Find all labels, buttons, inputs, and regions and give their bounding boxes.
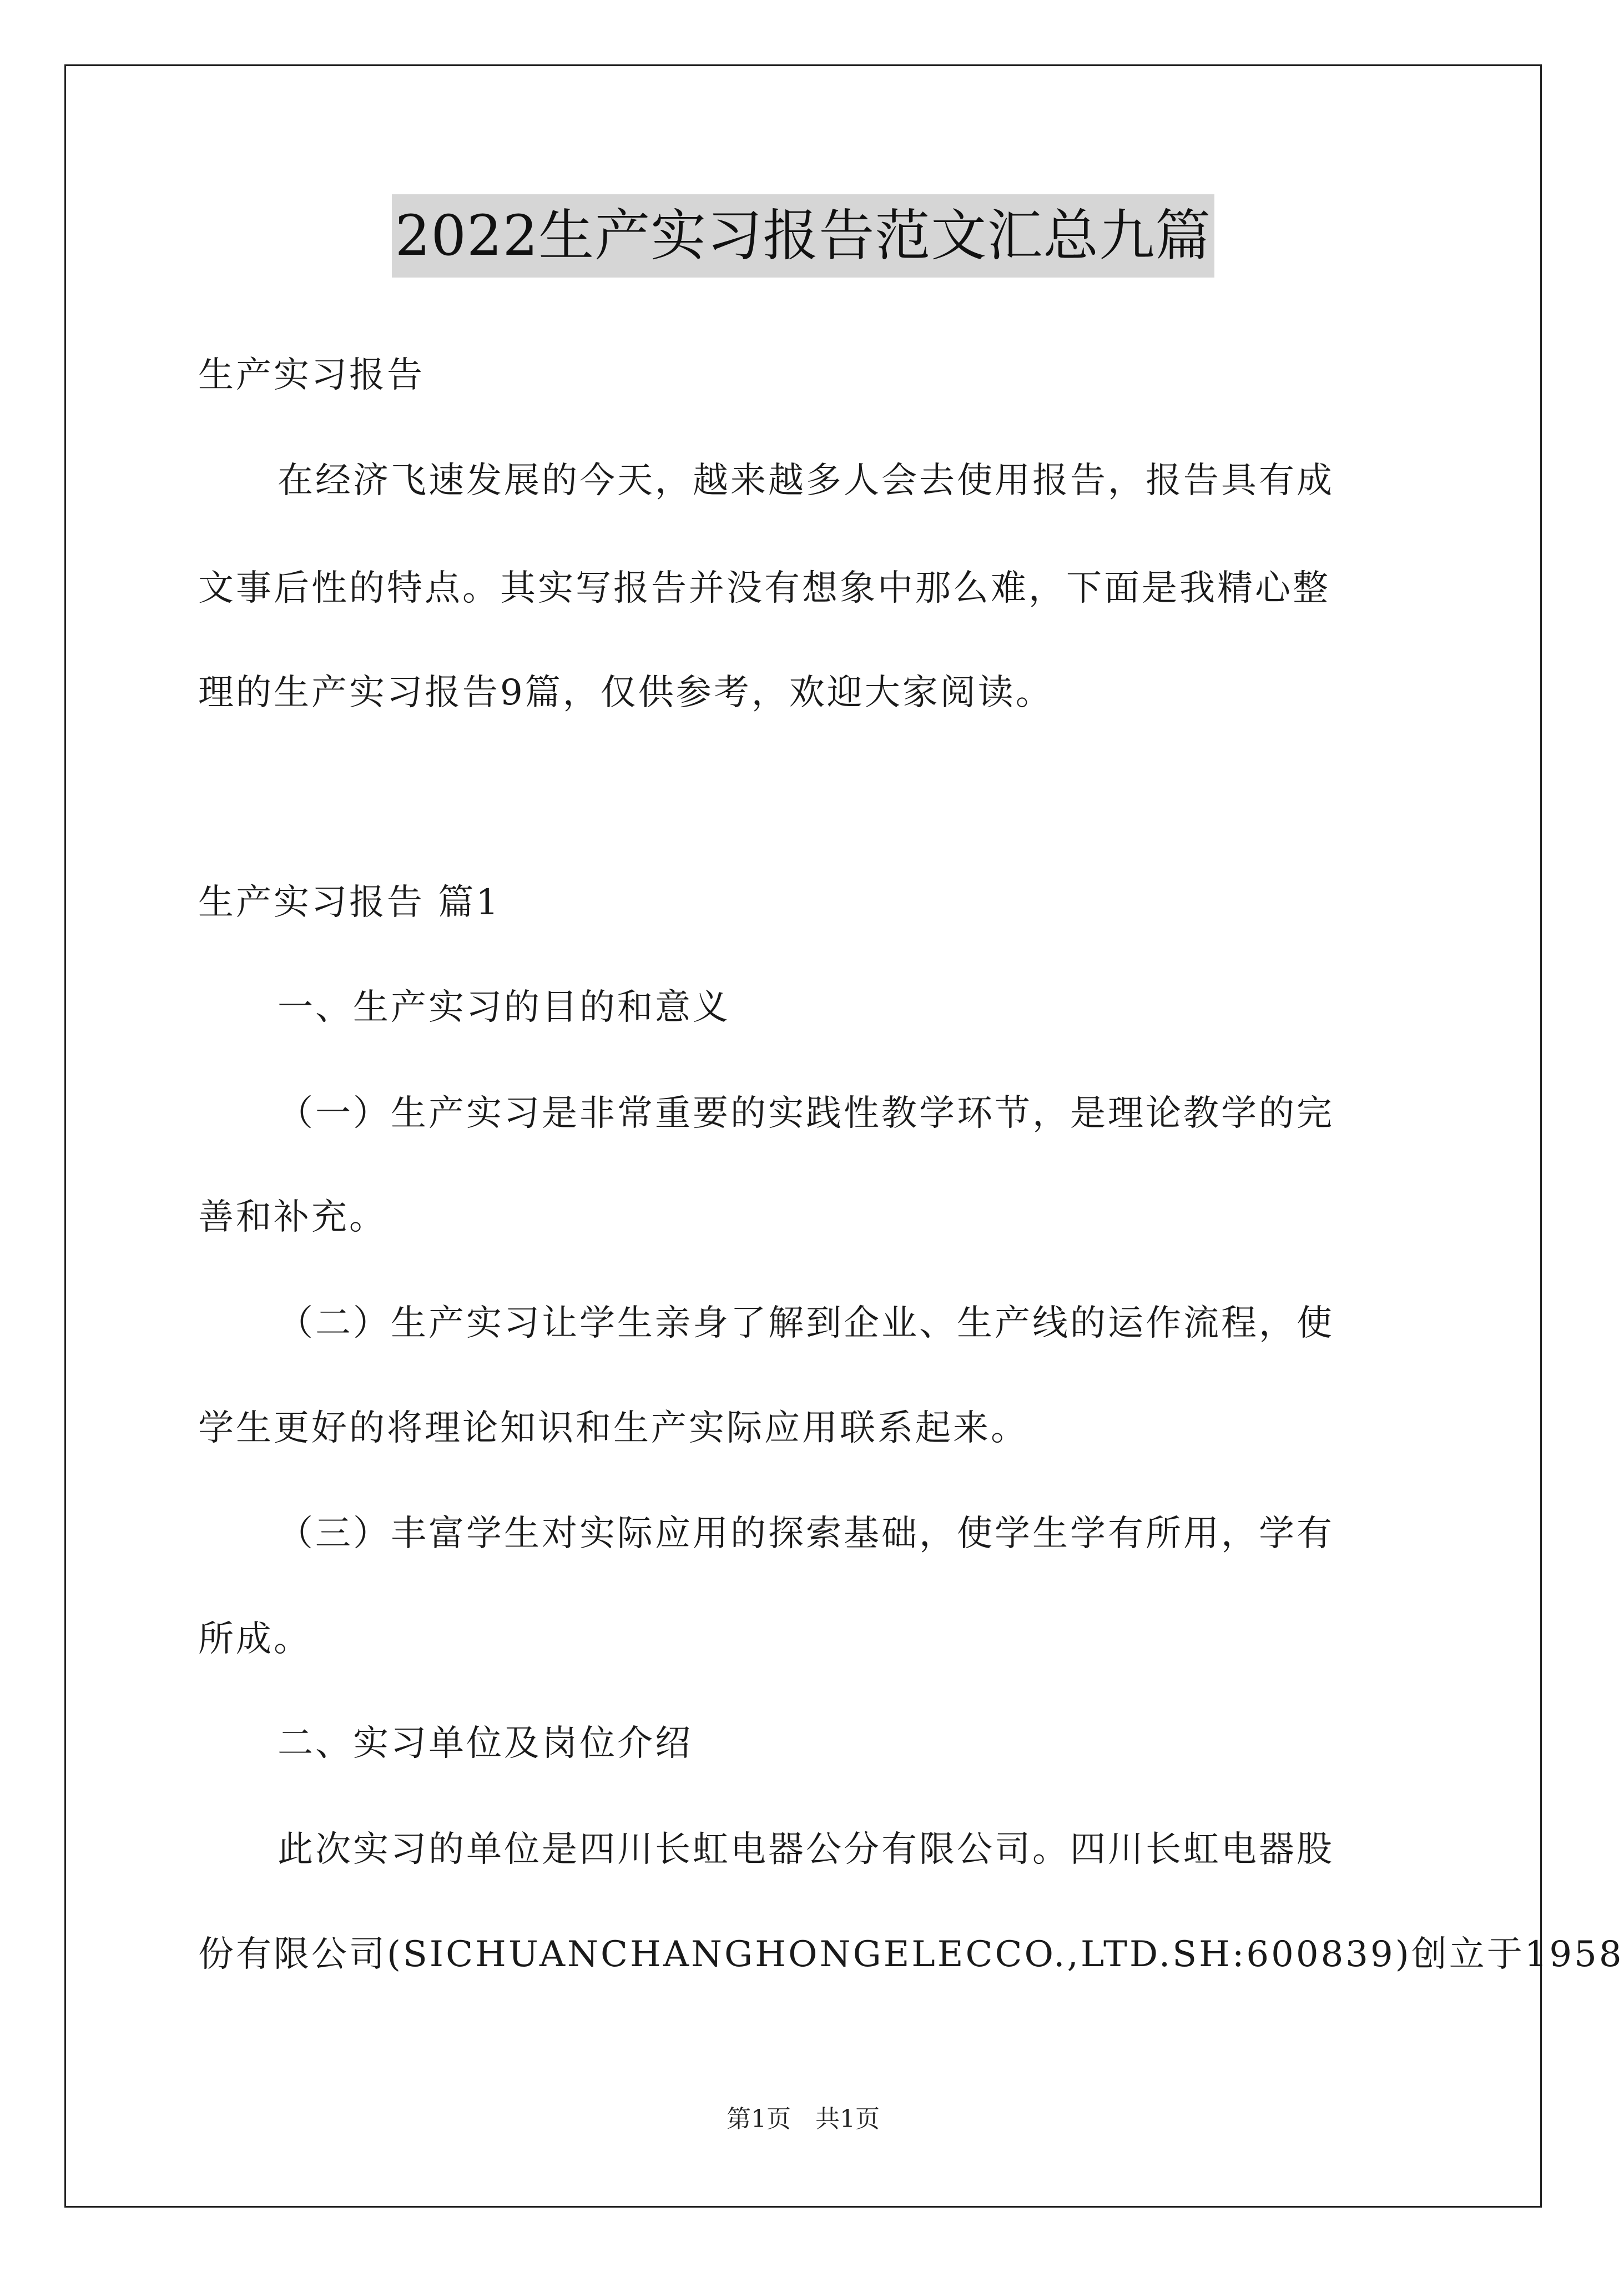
subheading: 二、实习单位及岗位介绍 (278, 1723, 693, 1764)
section-heading: 生产实习报告 (198, 355, 425, 396)
paragraph-line: 理的生产实习报告9篇，仅供参考，欢迎大家阅读。 (198, 672, 1053, 713)
page-footer: 第1页 共1页 (727, 2105, 880, 2133)
paragraph-line: （三）丰富学生对实际应用的探索基础，使学生学有所用，学有 (278, 1513, 1334, 1554)
title-container (0, 194, 1606, 278)
paragraph-line: （一）生产实习是非常重要的实践性教学环节，是理论教学的完 (278, 1093, 1334, 1134)
paragraph-line: （二）生产实习让学生亲身了解到企业、生产线的运作流程，使 (278, 1303, 1334, 1344)
paragraph-line: 所成。 (198, 1619, 311, 1660)
section-heading: 生产实习报告 篇1 (198, 882, 501, 923)
paragraph-line: 份有限公司(SICHUANCHANGHONGELECCO.,LTD.SH:600839)创立于1958 (198, 1934, 1624, 1975)
paragraph-line: 学生更好的将理论知识和生产实际应用联系起来。 (198, 1408, 1028, 1449)
paragraph-line: 此次实习的单位是四川长虹电器公分有限公司。四川长虹电器股 (278, 1829, 1334, 1870)
paragraph-line: 在经济飞速发展的今天，越来越多人会去使用报告，报告具有成 (278, 460, 1334, 501)
paragraph-line: 文事后性的特点。其实写报告并没有想象中那么难，下面是我精心整 (198, 568, 1330, 609)
document-title: 2022生产实习报告范文汇总九篇 (392, 194, 1215, 278)
subheading: 一、生产实习的目的和意义 (278, 987, 730, 1028)
paragraph-line: 善和补充。 (198, 1197, 387, 1238)
